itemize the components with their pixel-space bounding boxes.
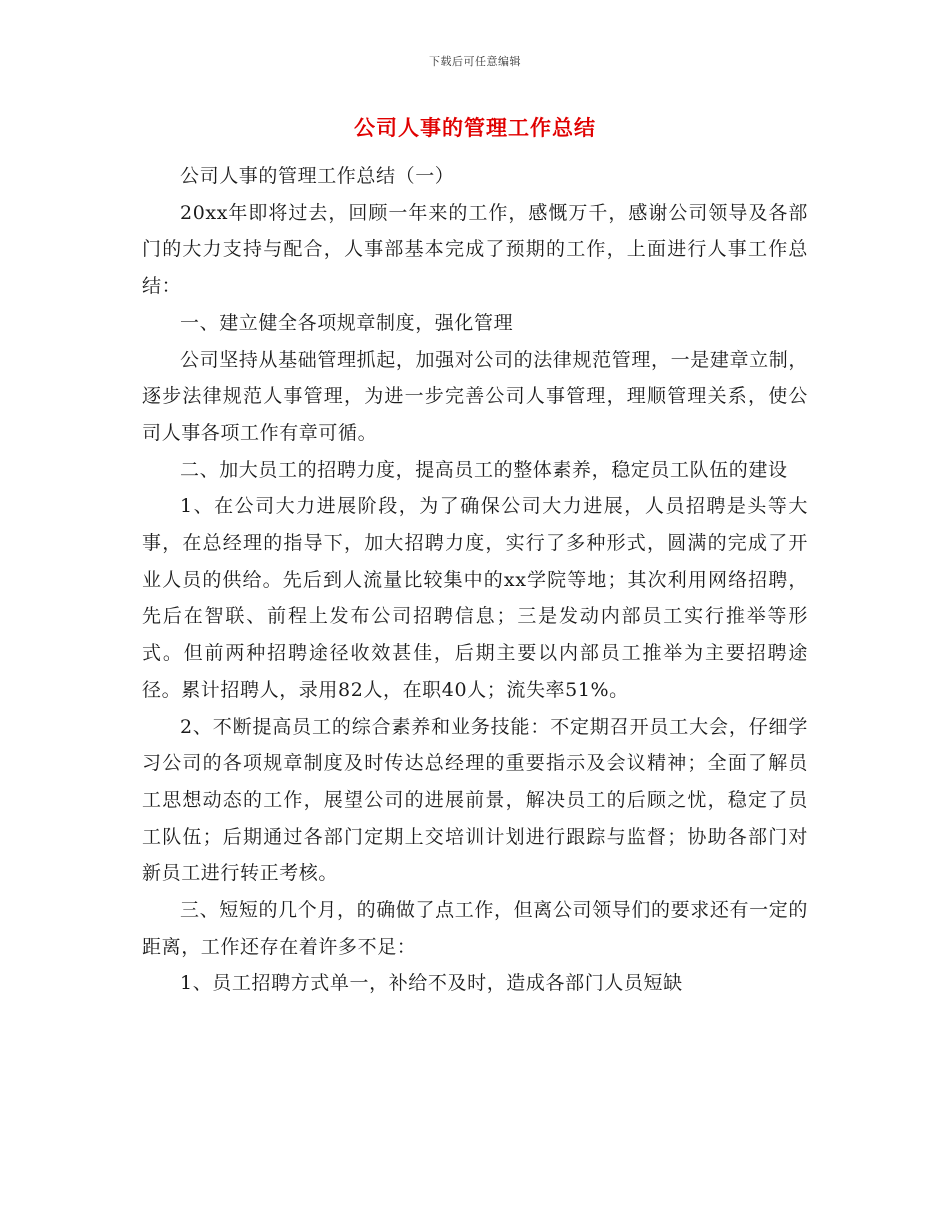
paragraph-intro: 20xx年即将过去，回顾一年来的工作，感慨万千，感谢公司领导及各部门的大力支持与配合，人事部基本完成了预期的工作，上面进行人事工作总结：: [142, 201, 808, 298]
document-body: [142, 158, 808, 1002]
paragraph-item-3: 1、员工招聘方式单一，补给不及时，造成各部门人员短缺: [180, 972, 683, 995]
section-heading-2: 二、加大员工的招聘力度，提高员工的整体素养，稳定员工队伍的建设: [180, 458, 788, 481]
paragraph-section-1: 公司坚持从基础管理抓起，加强对公司的法律规范管理，一是建章立制，逐步法律规范人事管理，为进一步完善公司人事管理，理顺管理关系，使公司人事各项工作有章可循。: [142, 348, 808, 444]
document-title: 公司人事的管理工作总结: [354, 115, 596, 140]
section-heading-3: 三、短短的几个月，的确做了点工作，但离公司领导们的要求还有一定的距离，工作还存在着许多不足：: [142, 899, 808, 958]
paragraph-item-2: 2、不断提高员工的综合素养和业务技能：不定期召开员工大会，仔细学习公司的各项规章制度及时传达总经理的重要指示及会议精神；全面了解员工思想动态的工作，展望公司的进展前景，解决员工的后顾之忧，稳定了员工队伍；后期通过各部门定期上交培训计划进行跟踪与监督；协助各部门对新员工进行转正考核。: [142, 715, 808, 885]
section-heading-1: 一、建立健全各项规章制度，强化管理: [180, 311, 514, 334]
paragraph-item-1: 1、在公司大力进展阶段，为了确保公司大力进展，人员招聘是头等大事，在总经理的指导下，加大招聘力度，实行了多种形式，圆满的完成了开业人员的供给。先后到人流量比较集中的xx学院等地；其次利用网络招聘，先后在智联、前程上发布公司招聘信息；三是发动内部员工实行推举等形式。但前两种招聘途径收效甚佳，后期主要以内部员工推举为主要招聘途径。累计招聘人，录用82人，在职40人；流失率51%。: [142, 495, 808, 701]
page-header-note: 下载后可任意编辑: [429, 55, 521, 68]
paragraph-subtitle: 公司人事的管理工作总结（一）: [180, 165, 455, 187]
